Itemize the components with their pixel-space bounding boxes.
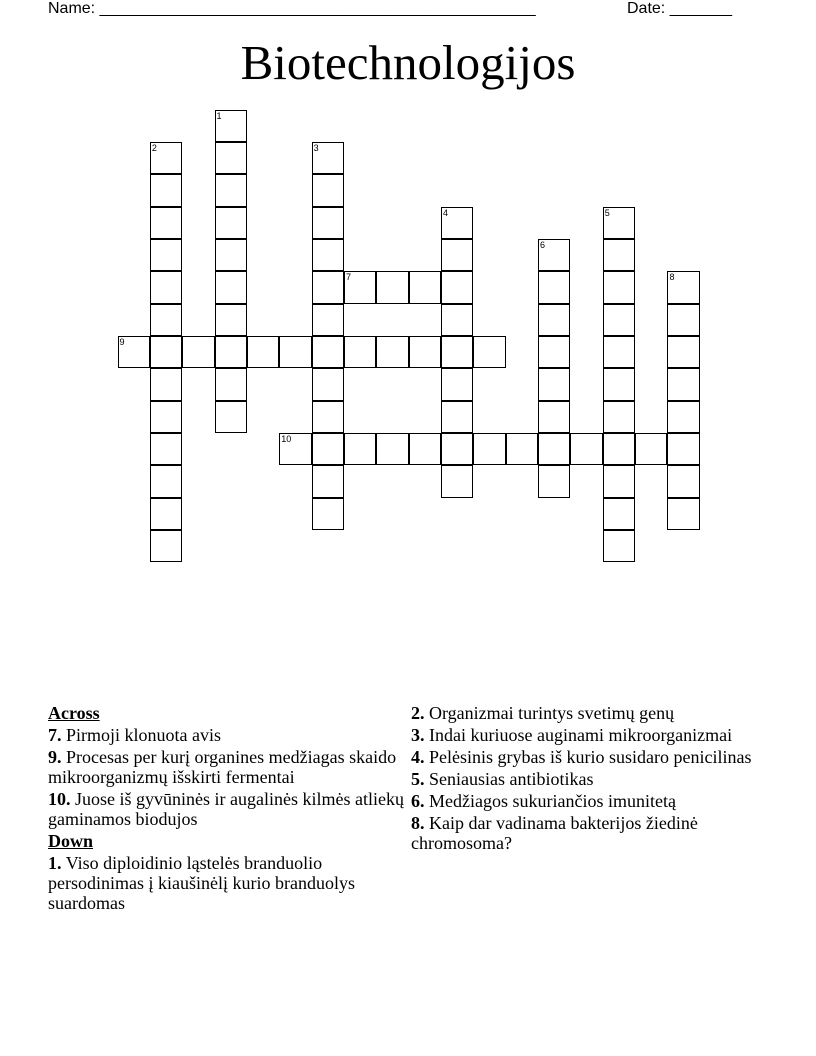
grid-cell[interactable] <box>667 498 699 530</box>
grid-cell[interactable] <box>215 239 247 271</box>
grid-cell[interactable] <box>312 142 344 174</box>
clue-number: 10. <box>48 789 71 809</box>
page-title: Biotechnologijos <box>240 35 576 90</box>
grid-cell[interactable] <box>150 530 182 562</box>
grid-cell[interactable] <box>473 336 505 368</box>
cell-number: 8 <box>669 272 675 283</box>
grid-cell[interactable] <box>667 433 699 465</box>
grid-cell[interactable] <box>312 239 344 271</box>
grid-cell[interactable] <box>473 433 505 465</box>
grid-cell[interactable] <box>667 304 699 336</box>
clue-text: Organizmai turintys svetimų genų <box>429 703 675 723</box>
clue-number: 1. <box>48 853 62 873</box>
grid-cell[interactable] <box>441 271 473 303</box>
grid-cell[interactable] <box>279 433 311 465</box>
clue-text: Juose iš gyvūninės ir augalinės kilmės atliekų gaminamos biodujos <box>48 789 404 829</box>
grid-cell[interactable] <box>150 368 182 400</box>
clue-text: Seniausias antibiotikas <box>429 769 594 789</box>
grid-cell[interactable] <box>150 142 182 174</box>
grid-cell[interactable] <box>603 239 635 271</box>
grid-cell[interactable] <box>150 498 182 530</box>
clue-text: Procesas per kurį organines medžiagas skaido mikroorganizmų išskirti fermentai <box>48 747 397 787</box>
clue-number: 5. <box>411 769 425 789</box>
grid-cell[interactable] <box>409 336 441 368</box>
grid-cell[interactable] <box>215 304 247 336</box>
grid-cell[interactable] <box>441 207 473 239</box>
grid-cell[interactable] <box>312 304 344 336</box>
grid-cell[interactable] <box>182 336 214 368</box>
grid-cell[interactable] <box>312 433 344 465</box>
grid-cell[interactable] <box>150 174 182 206</box>
cell-number: 3 <box>313 142 319 153</box>
grid-cell[interactable] <box>603 433 635 465</box>
grid-cell[interactable] <box>247 336 279 368</box>
down-heading: Down <box>48 831 94 851</box>
grid-cell[interactable] <box>635 433 667 465</box>
grid-cell[interactable] <box>150 433 182 465</box>
grid-cell[interactable] <box>603 368 635 400</box>
clue-down-6 <box>411 791 791 811</box>
clue-number: 2. <box>411 703 425 723</box>
cell-number: 7 <box>345 272 351 283</box>
grid-cell[interactable] <box>215 368 247 400</box>
grid-cell[interactable] <box>215 271 247 303</box>
grid-cell[interactable] <box>538 401 570 433</box>
grid-cell[interactable] <box>344 336 376 368</box>
clue-across-7 <box>48 725 408 745</box>
grid-cell[interactable] <box>312 465 344 497</box>
clue-number: 8. <box>411 813 425 833</box>
cell-number: 2 <box>151 142 157 153</box>
grid-cell[interactable] <box>376 336 408 368</box>
grid-cell[interactable] <box>215 336 247 368</box>
clue-down-2 <box>411 703 791 723</box>
grid-cell[interactable] <box>312 174 344 206</box>
grid-cell[interactable] <box>667 271 699 303</box>
cell-number: 4 <box>443 207 449 218</box>
grid-cell[interactable] <box>312 498 344 530</box>
grid-cell[interactable] <box>538 368 570 400</box>
grid-cell[interactable] <box>441 239 473 271</box>
clue-text: Pirmoji klonuota avis <box>66 725 221 745</box>
date-field-label: Date: _______ <box>627 0 732 17</box>
clue-down-1 <box>48 853 408 913</box>
clue-across-10 <box>48 789 408 829</box>
grid-cell[interactable] <box>538 336 570 368</box>
clue-down-4 <box>411 747 791 767</box>
name-field-label: Name: _________________________________________________ <box>48 0 536 17</box>
grid-cell[interactable] <box>441 304 473 336</box>
grid-cell[interactable] <box>441 401 473 433</box>
grid-cell[interactable] <box>441 433 473 465</box>
grid-cell[interactable] <box>603 207 635 239</box>
grid-cell[interactable] <box>538 239 570 271</box>
cell-number: 5 <box>604 207 610 218</box>
grid-cell[interactable] <box>409 433 441 465</box>
cell-number: 6 <box>540 239 546 250</box>
cell-number: 1 <box>216 110 222 121</box>
grid-cell[interactable] <box>603 304 635 336</box>
grid-cell[interactable] <box>667 368 699 400</box>
grid-cell[interactable] <box>215 207 247 239</box>
grid-cell[interactable] <box>215 142 247 174</box>
clue-down-5 <box>411 769 791 789</box>
grid-cell[interactable] <box>667 336 699 368</box>
grid-cell[interactable] <box>603 530 635 562</box>
grid-cell[interactable] <box>538 304 570 336</box>
clue-number: 6. <box>411 791 425 811</box>
grid-cell[interactable] <box>603 498 635 530</box>
cell-number: 9 <box>119 336 125 347</box>
clue-number: 3. <box>411 725 425 745</box>
grid-cell[interactable] <box>506 433 538 465</box>
clue-number: 9. <box>48 747 62 767</box>
grid-cell[interactable] <box>215 174 247 206</box>
across-heading: Across <box>48 703 100 723</box>
grid-cell[interactable] <box>150 207 182 239</box>
grid-cell[interactable] <box>603 271 635 303</box>
grid-cell[interactable] <box>376 433 408 465</box>
grid-cell[interactable] <box>570 433 602 465</box>
clues-right-column <box>411 703 791 855</box>
grid-cell[interactable] <box>667 465 699 497</box>
grid-cell[interactable] <box>603 336 635 368</box>
grid-cell[interactable] <box>215 110 247 142</box>
clue-down-8 <box>411 813 791 853</box>
clue-text: Indai kuriuose auginami mikroorganizmai <box>429 725 733 745</box>
grid-cell[interactable] <box>312 401 344 433</box>
grid-cell[interactable] <box>150 304 182 336</box>
grid-cell[interactable] <box>538 433 570 465</box>
grid-cell[interactable] <box>312 271 344 303</box>
clues-left-column <box>48 703 408 915</box>
grid-cell[interactable] <box>312 336 344 368</box>
grid-cell[interactable] <box>603 401 635 433</box>
grid-cell[interactable] <box>603 465 635 497</box>
grid-cell[interactable] <box>118 336 150 368</box>
grid-cell[interactable] <box>150 239 182 271</box>
grid-cell[interactable] <box>312 207 344 239</box>
grid-cell[interactable] <box>441 465 473 497</box>
grid-cell[interactable] <box>538 271 570 303</box>
grid-cell[interactable] <box>312 368 344 400</box>
grid-cell[interactable] <box>150 465 182 497</box>
clue-text: Pelėsinis grybas iš kurio susidaro penicilinas <box>429 747 752 767</box>
grid-cell[interactable] <box>344 271 376 303</box>
grid-cell[interactable] <box>441 368 473 400</box>
clue-text: Kaip dar vadinama bakterijos žiedinė chromosoma? <box>411 813 698 853</box>
clue-number: 7. <box>48 725 62 745</box>
cell-number: 10 <box>281 434 292 444</box>
grid-cell[interactable] <box>376 271 408 303</box>
grid-cell[interactable] <box>150 336 182 368</box>
clue-number: 4. <box>411 747 425 767</box>
clue-down-3 <box>411 725 791 745</box>
grid-cell[interactable] <box>667 401 699 433</box>
clue-text: Viso diploidinio ląstelės branduolio persodinimas į kiaušinėlį kurio branduolys suardomas <box>48 853 355 913</box>
grid-cell[interactable] <box>409 271 441 303</box>
grid-cell[interactable] <box>150 401 182 433</box>
clue-text: Medžiagos sukuriančios imunitetą <box>429 791 676 811</box>
grid-cell[interactable] <box>150 271 182 303</box>
grid-cell[interactable] <box>538 465 570 497</box>
grid-cell[interactable] <box>215 401 247 433</box>
grid-cell[interactable] <box>279 336 311 368</box>
grid-cell[interactable] <box>441 336 473 368</box>
grid-cell[interactable] <box>344 433 376 465</box>
clue-across-9 <box>48 747 408 787</box>
